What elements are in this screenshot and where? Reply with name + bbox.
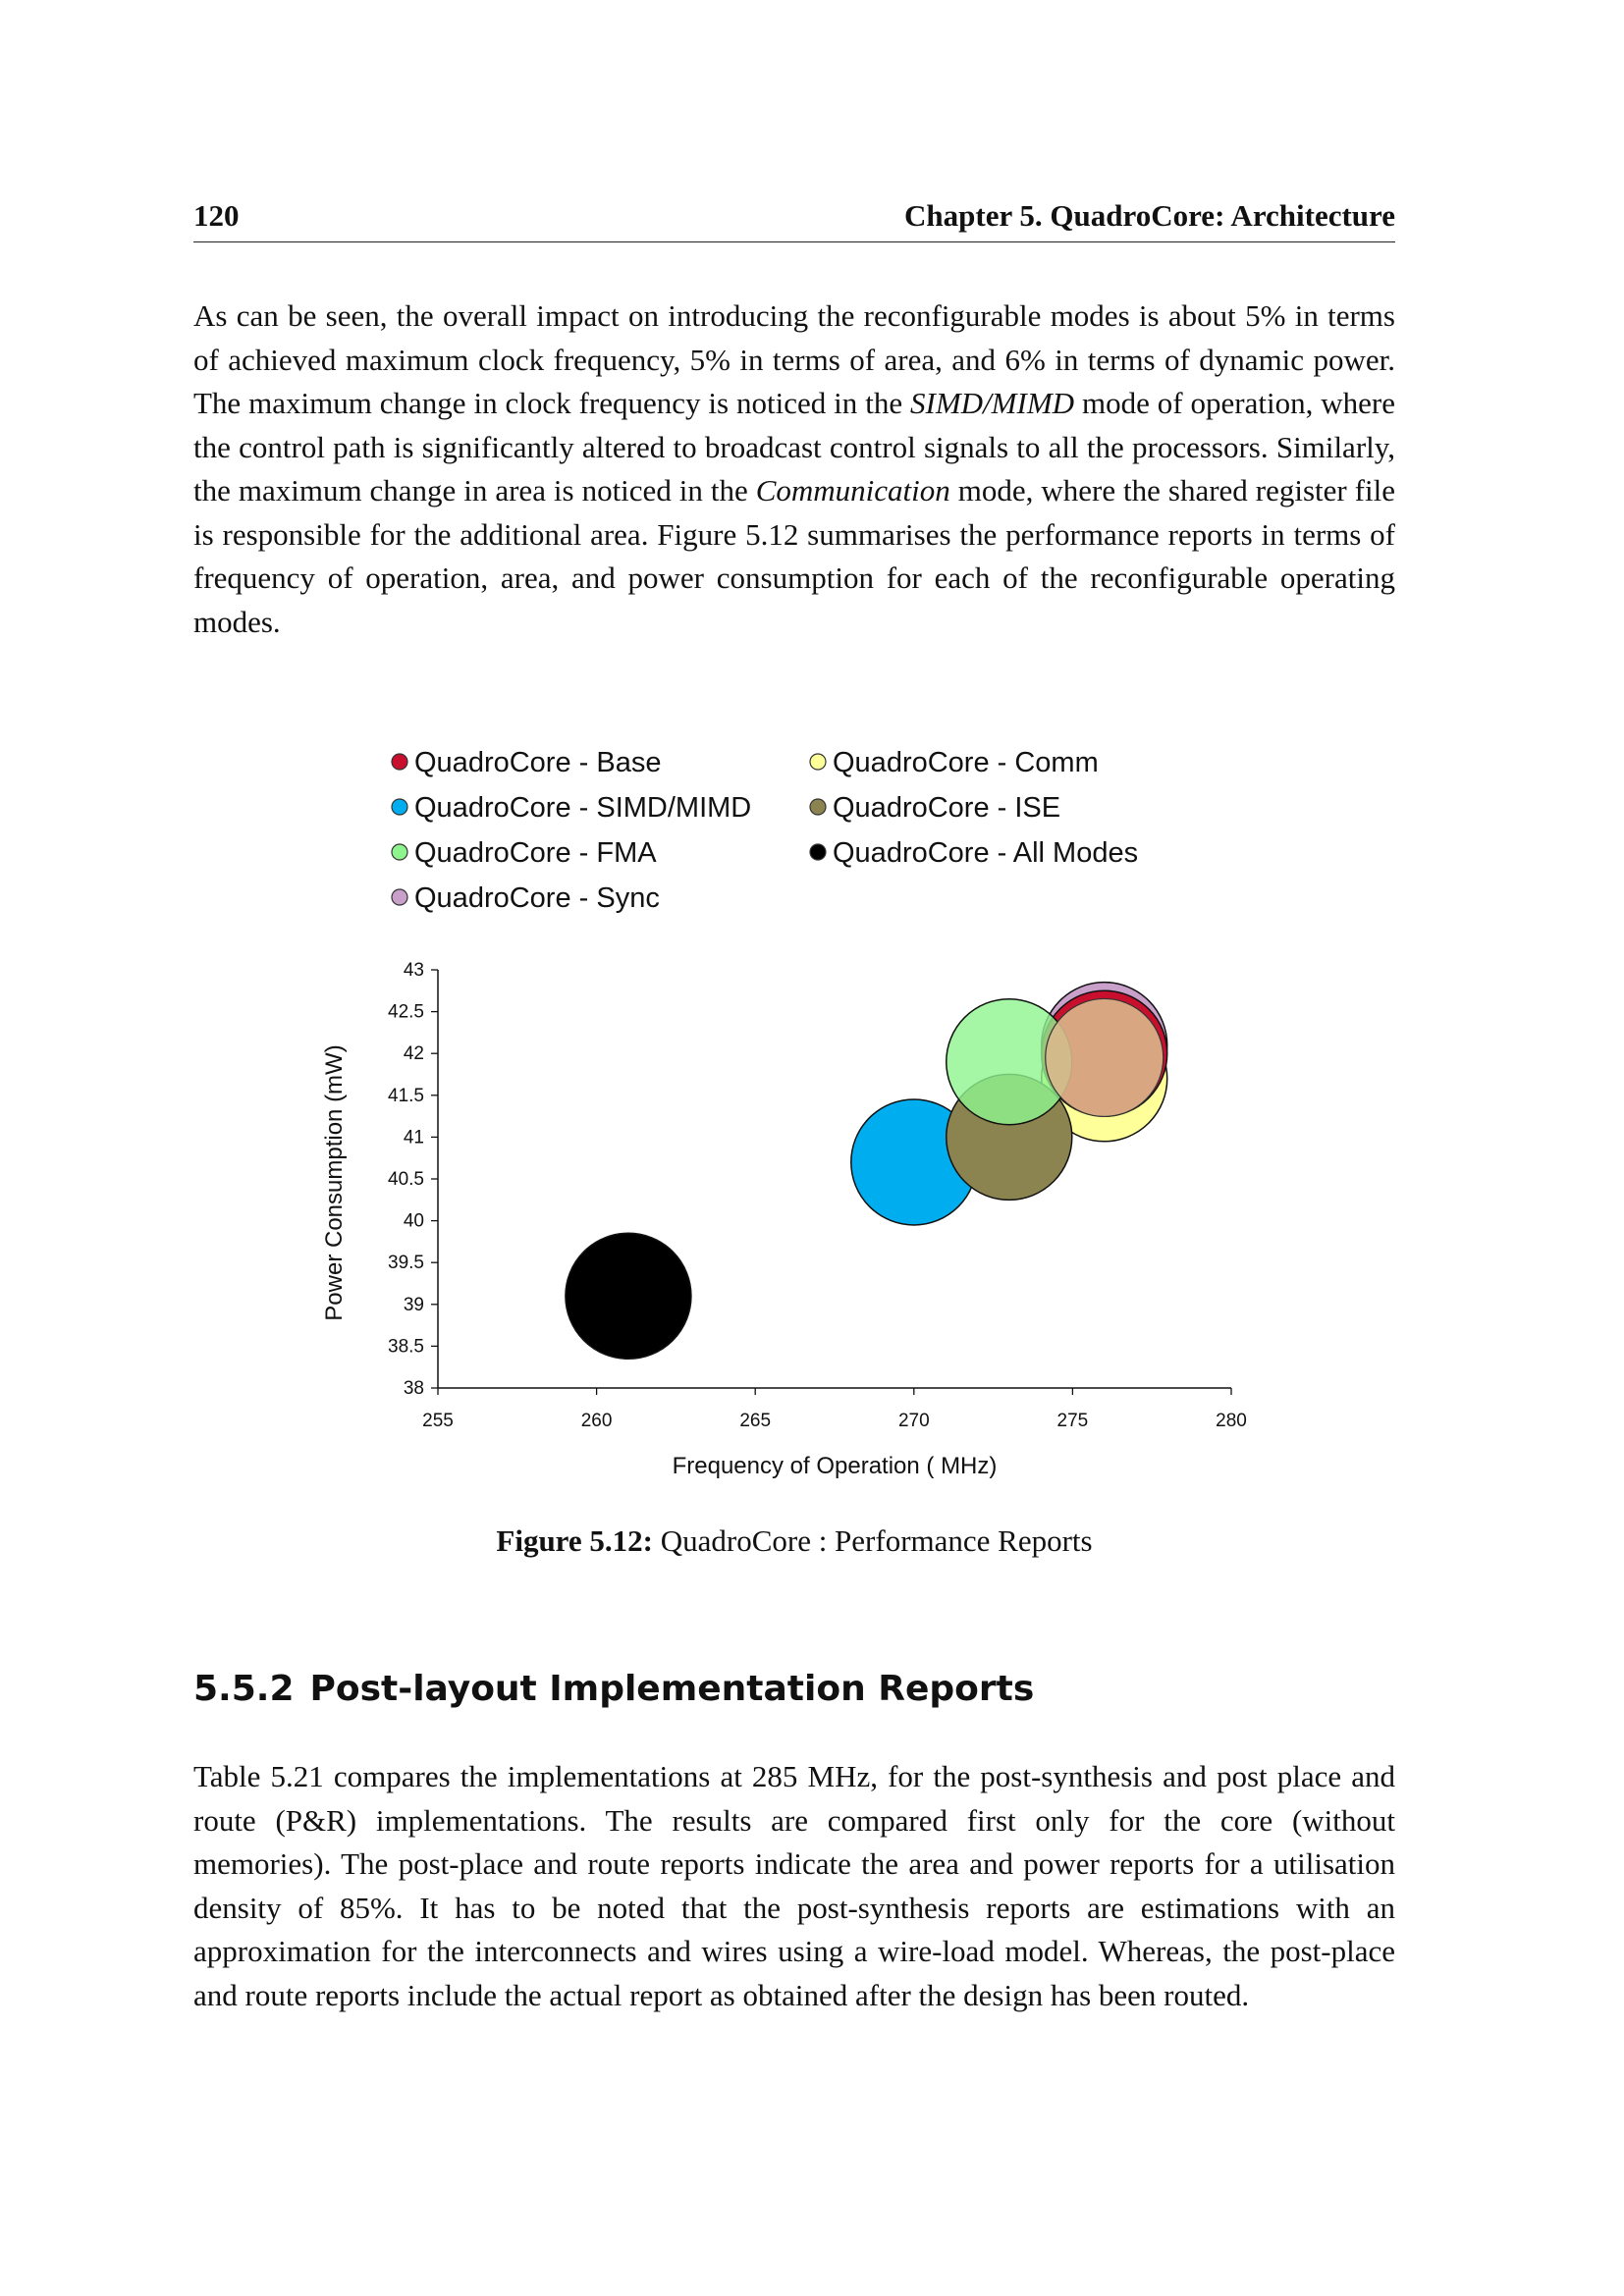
section-heading	[193, 1669, 1034, 1709]
bubble-overlap-blend	[1046, 998, 1164, 1116]
y-tick-label: 43	[403, 960, 424, 981]
chapter-title: Chapter 5. QuadroCore: Architecture	[904, 198, 1395, 233]
body-paragraph-2: Table 5.21 compares the implementations at 285 MHz, for the post-synthesis and post place and route (P&R) implementations. The results are compared first only for the core (without memories). The post-place and route reports indicate the area and power reports for a utilisation density of 85%. It has to be noted that the post-synthesis reports are estimations with an approximation for the interconnects and wires using a wire-load model. Whereas, the post-place and route reports include the actual report as obtained after the design has been routed.	[193, 1759, 1395, 2012]
bubble-quadrocore-all-modes	[566, 1233, 691, 1359]
y-tick-label: 40	[403, 1210, 424, 1232]
y-tick-label: 41	[403, 1127, 424, 1148]
page-number: 120	[193, 198, 240, 233]
legend-label-quadrocore-base: QuadroCore - Base	[414, 747, 662, 778]
y-tick-label: 38.5	[388, 1336, 424, 1358]
y-tick-label: 38	[403, 1378, 424, 1399]
page-header	[193, 194, 1395, 242]
legend-marker-quadrocore-ise	[810, 799, 826, 815]
para1-emphasis-simd-mimd: SIMD/MIMD	[910, 386, 1075, 420]
section-number: 5.5.2	[193, 1669, 295, 1709]
y-tick-label: 41.5	[388, 1085, 424, 1106]
y-tick-label: 39	[403, 1294, 424, 1315]
legend-label-quadrocore-fma: QuadroCore - FMA	[414, 837, 657, 869]
legend-marker-quadrocore-comm	[810, 754, 826, 770]
figure-performance-chart	[314, 736, 1257, 1492]
chart-legend	[392, 747, 1138, 914]
y-tick-label: 40.5	[388, 1169, 424, 1190]
chart-bubbles	[566, 983, 1167, 1360]
figure-label: Figure 5.12:	[496, 1523, 653, 1558]
y-tick-label: 42.5	[388, 1001, 424, 1023]
legend-marker-quadrocore-fma	[392, 844, 407, 860]
para1-text-b: mode of operation, where the control path is significantly altered to broadcast control signals to all the processors. Similarly, the maximum change in area is noticed in the	[193, 386, 1395, 507]
x-tick-label: 270	[897, 1411, 930, 1431]
x-tick-label: 280	[1216, 1411, 1247, 1431]
legend-label-quadrocore-ise: QuadroCore - ISE	[833, 792, 1061, 824]
figure-caption	[193, 1523, 1395, 1559]
figure-caption-text: QuadroCore : Performance Reports	[660, 1523, 1093, 1558]
para1-emphasis-communication: Communication	[755, 473, 950, 507]
body-paragraph-1	[193, 294, 1395, 644]
legend-label-quadrocore-all-modes: QuadroCore - All Modes	[833, 837, 1139, 869]
legend-marker-quadrocore-sync	[392, 889, 407, 905]
para1-text-a: As can be seen, the overall impact on introducing the reconfigurable modes is about 5% in terms of achieved maximum clock frequency, 5% in terms of area, and 6% in terms of dynamic power. The maximum change in clock frequency is noticed in the	[193, 298, 1395, 420]
x-tick-label: 260	[580, 1411, 613, 1431]
y-tick-label: 39.5	[388, 1253, 424, 1274]
section-title: Post-layout Implementation Reports	[309, 1669, 1035, 1709]
y-tick-label: 42	[403, 1043, 424, 1065]
y-axis-title: Power Consumption (mW)	[321, 1044, 348, 1321]
legend-marker-quadrocore-simd-mimd	[392, 799, 407, 815]
para1-text-c: mode, where the shared register file is responsible for the additional area. Figure 5.12 summarises the performance reports in terms of frequency of operation, area, and power consumption for each of the reconfigurable operating modes.	[193, 473, 1395, 639]
legend-label-quadrocore-sync: QuadroCore - Sync	[414, 882, 660, 914]
x-axis-title: Frequency of Operation ( MHz)	[672, 1453, 998, 1479]
legend-marker-quadrocore-all-modes	[810, 844, 826, 860]
x-tick-label: 275	[1056, 1411, 1089, 1431]
x-tick-label: 255	[422, 1411, 454, 1431]
legend-label-quadrocore-simd-mimd: QuadroCore - SIMD/MIMD	[414, 792, 752, 824]
bubble-chart	[314, 736, 1257, 1492]
legend-label-quadrocore-comm: QuadroCore - Comm	[833, 747, 1099, 778]
legend-marker-quadrocore-base	[392, 754, 407, 770]
x-tick-label: 265	[739, 1411, 772, 1431]
